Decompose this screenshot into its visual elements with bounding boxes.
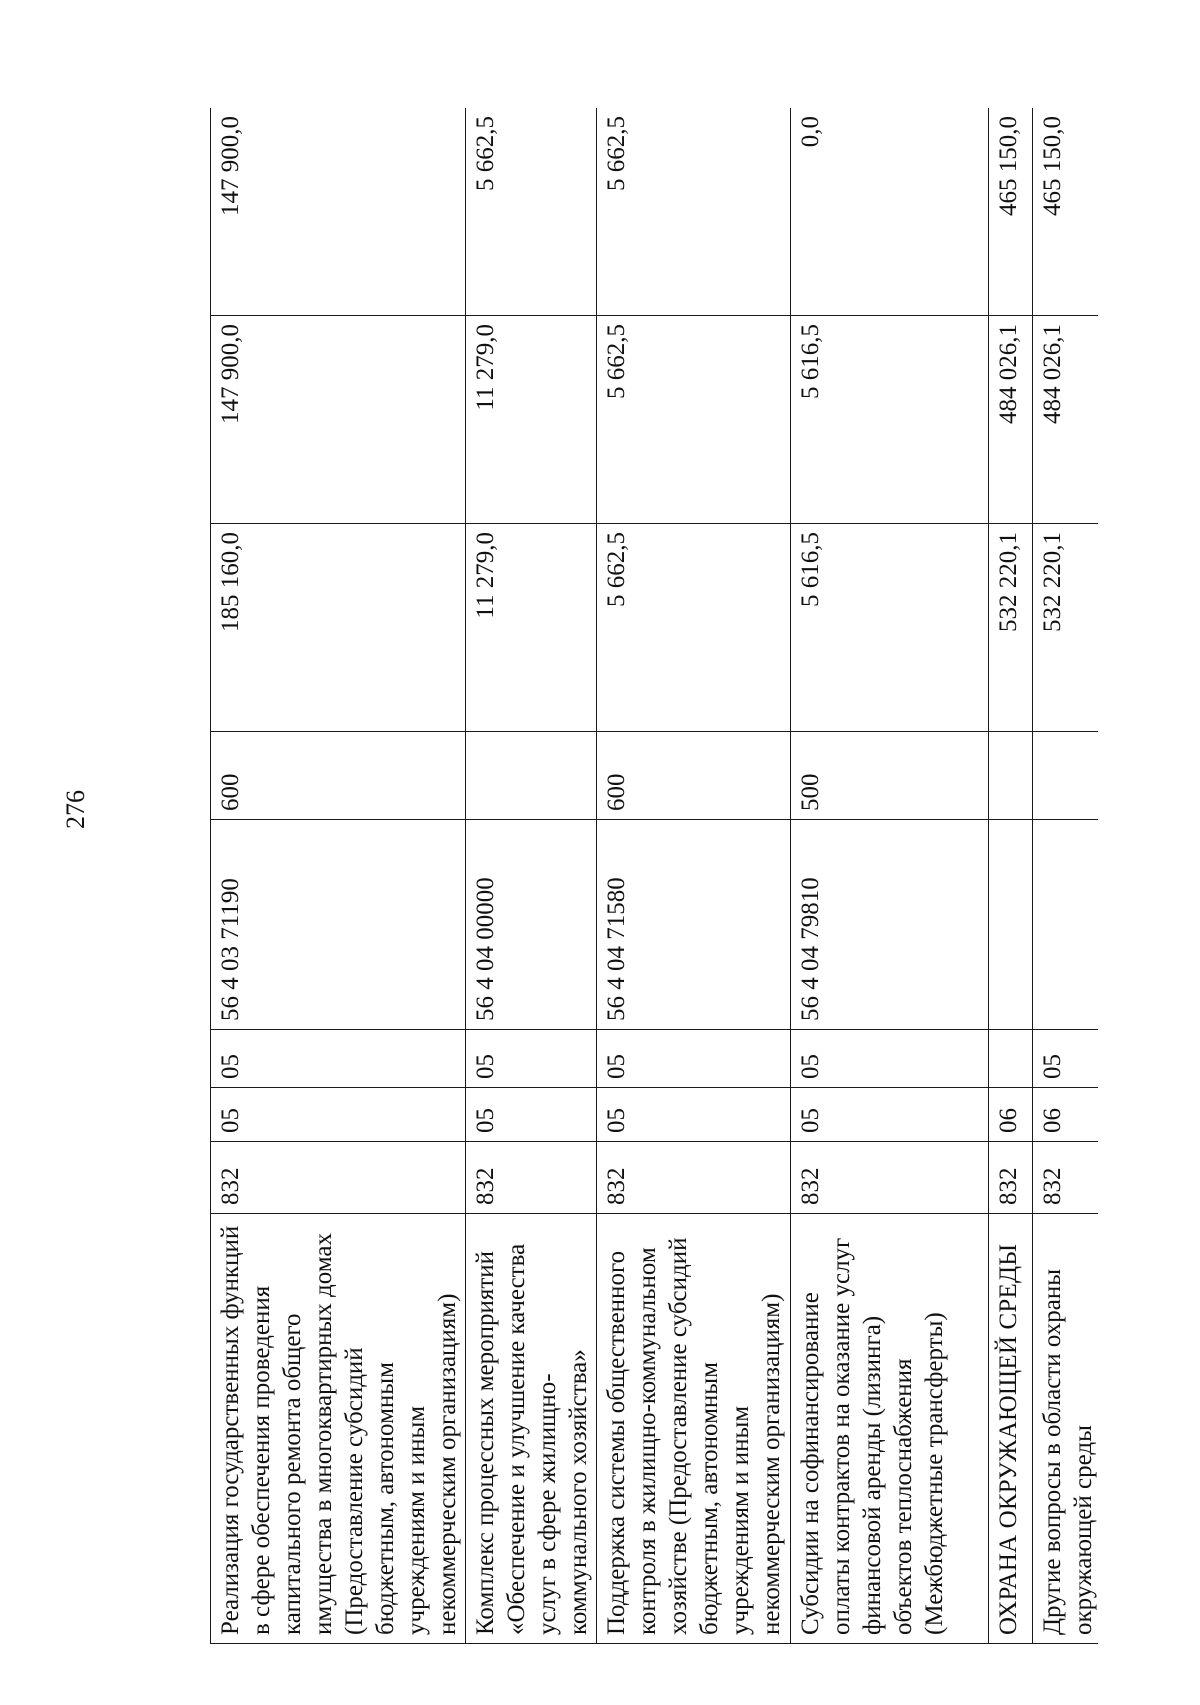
row-ministry-code: 832 <box>791 1142 989 1214</box>
row-sum-1: 185 160,0 <box>211 524 466 732</box>
page-number: 276 <box>61 790 90 830</box>
table-row <box>211 108 466 1644</box>
row-ministry-code: 832 <box>989 1142 1033 1214</box>
row-sum-3: 465 150,0 <box>1033 108 1099 316</box>
budget-table <box>210 108 1098 1644</box>
row-sum-2: 147 900,0 <box>211 316 466 524</box>
row-sum-1: 11 279,0 <box>466 524 597 732</box>
row-sum-3: 5 662,5 <box>466 108 597 316</box>
table-row <box>989 108 1033 1644</box>
row-sum-3: 465 150,0 <box>989 108 1033 316</box>
row-target-code: 56 4 04 00000 <box>466 820 597 1030</box>
row-sum-3: 5 662,5 <box>597 108 791 316</box>
table-row <box>466 108 597 1644</box>
table-row <box>791 108 989 1644</box>
row-sum-1: 532 220,1 <box>1033 524 1099 732</box>
budget-table-frame <box>210 108 1098 1644</box>
row-sum-2: 5 616,5 <box>791 316 989 524</box>
row-ministry-code: 832 <box>211 1142 466 1214</box>
row-subsection-code: 05 <box>466 1030 597 1088</box>
row-ministry-code: 832 <box>466 1142 597 1214</box>
row-target-code <box>989 820 1033 1030</box>
row-section-code: 05 <box>597 1088 791 1142</box>
table-row <box>1033 108 1099 1644</box>
row-expense-type: 600 <box>597 732 791 820</box>
row-name: Комплекс процессных мероприятий «Обеспечение и улучшение качества услуг в сфере жилищно-коммунального хозяйства» <box>466 1214 597 1644</box>
row-ministry-code: 832 <box>597 1142 791 1214</box>
row-section-code: 06 <box>1033 1088 1099 1142</box>
row-sum-1: 5 662,5 <box>597 524 791 732</box>
table-row <box>597 108 791 1644</box>
row-name: Реализация государственных функций в сфере обеспечения проведения капитального ремонта общего имущества в многоквартирных домах (Предоставление субсидий бюджетным, автономным учреждениям и иным некоммерческим организациям) <box>211 1214 466 1644</box>
row-subsection-code: 05 <box>597 1030 791 1088</box>
row-subsection-code: 05 <box>791 1030 989 1088</box>
row-subsection-code: 05 <box>1033 1030 1099 1088</box>
row-section-code: 05 <box>211 1088 466 1142</box>
row-sum-1: 532 220,1 <box>989 524 1033 732</box>
row-sum-2: 11 279,0 <box>466 316 597 524</box>
row-expense-type <box>466 732 597 820</box>
row-name: Субсидии на софинансирование оплаты контрактов на оказание услуг финансовой аренды (лизинга) объектов теплоснабжения (Межбюджетные трансферты) <box>791 1214 989 1644</box>
row-subsection-code <box>989 1030 1033 1088</box>
row-name: ОХРАНА ОКРУЖАЮЩЕЙ СРЕДЫ <box>989 1214 1033 1644</box>
row-expense-type <box>1033 732 1099 820</box>
row-section-code: 05 <box>791 1088 989 1142</box>
row-target-code: 56 4 04 71580 <box>597 820 791 1030</box>
row-name: Другие вопросы в области охраны окружающей среды <box>1033 1214 1099 1644</box>
row-section-code: 06 <box>989 1088 1033 1142</box>
row-sum-3: 0,0 <box>791 108 989 316</box>
row-target-code <box>1033 820 1099 1030</box>
row-target-code: 56 4 03 71190 <box>211 820 466 1030</box>
row-subsection-code: 05 <box>211 1030 466 1088</box>
row-sum-2: 484 026,1 <box>1033 316 1099 524</box>
row-expense-type <box>989 732 1033 820</box>
row-name: Поддержка системы общественного контроля в жилищно-коммунальном хозяйстве (Предоставление субсидий бюджетным, автономным учреждениям и иным некоммерческим организациям) <box>597 1214 791 1644</box>
row-sum-2: 5 662,5 <box>597 316 791 524</box>
row-expense-type: 600 <box>211 732 466 820</box>
row-sum-1: 5 616,5 <box>791 524 989 732</box>
row-sum-2: 484 026,1 <box>989 316 1033 524</box>
rotated-table-container <box>210 108 1098 1644</box>
row-expense-type: 500 <box>791 732 989 820</box>
row-target-code: 56 4 04 79810 <box>791 820 989 1030</box>
row-section-code: 05 <box>466 1088 597 1142</box>
row-sum-3: 147 900,0 <box>211 108 466 316</box>
row-ministry-code: 832 <box>1033 1142 1099 1214</box>
